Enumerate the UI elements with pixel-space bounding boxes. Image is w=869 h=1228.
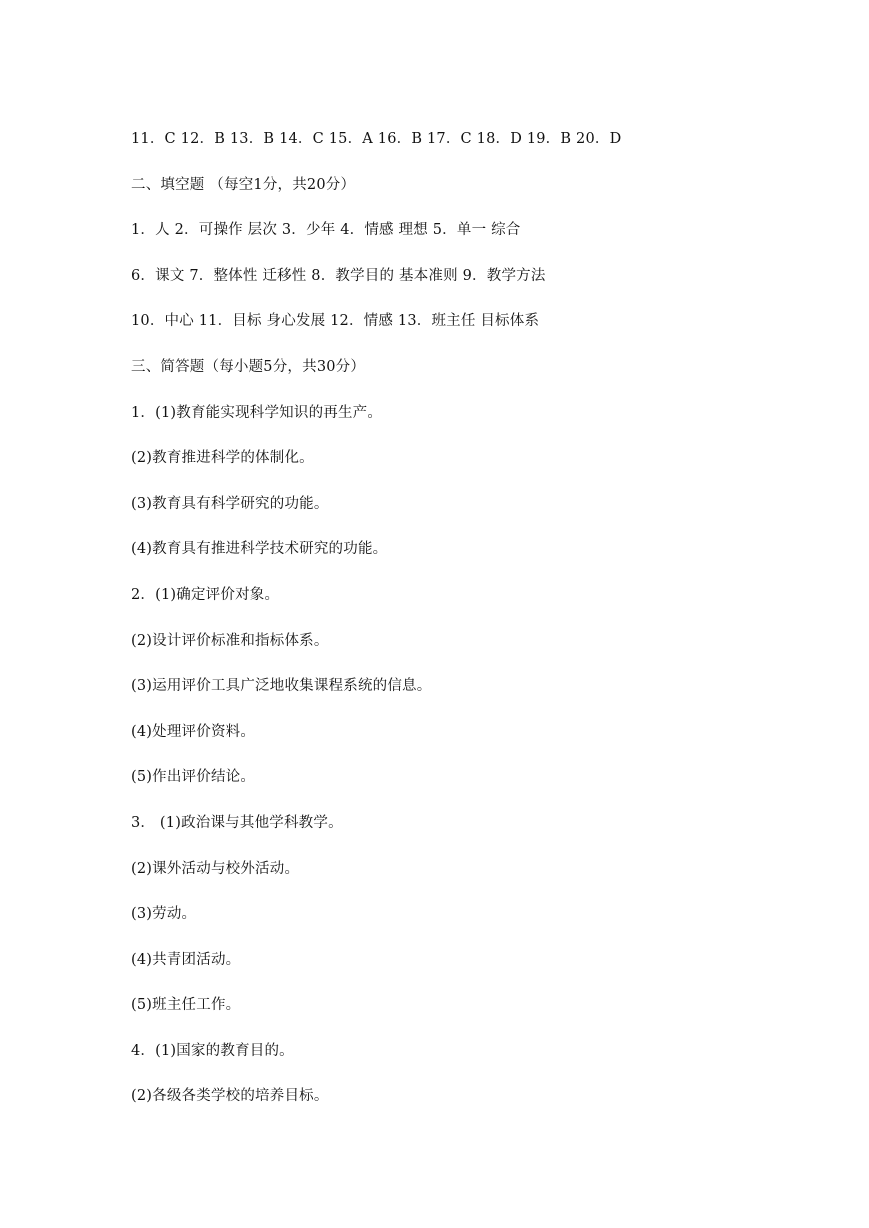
short-answer-3-point-1: 3． (1)政治课与其他学科教学。 xyxy=(131,814,343,831)
short-answer-3-point-3: (3)劳动。 xyxy=(131,906,197,923)
section-heading-short-answer: 三、简答题（每小题5分，共30分） xyxy=(131,358,366,375)
short-answer-1-point-4: (4)教育具有推进科学技术研究的功能。 xyxy=(131,541,388,558)
section-heading-fill-in: 二、填空题 （每空1分，共20分） xyxy=(131,176,356,193)
short-answer-1-point-1: 1．(1)教育能实现科学知识的再生产。 xyxy=(131,404,383,421)
short-answer-2-point-2: (2)设计评价标准和指标体系。 xyxy=(131,632,329,649)
fill-in-answers-6-9: 6．课文 7．整体性 迁移性 8．教学目的 基本准则 9．教学方法 xyxy=(131,267,546,284)
short-answer-3-point-2: (2)课外活动与校外活动。 xyxy=(131,860,300,877)
short-answer-1-point-3: (3)教育具有科学研究的功能。 xyxy=(131,495,329,512)
short-answer-4-point-2: (2)各级各类学校的培养目标。 xyxy=(131,1088,329,1105)
short-answer-2-point-4: (4)处理评价资料。 xyxy=(131,723,256,740)
short-answer-4-point-1: 4．(1)国家的教育目的。 xyxy=(131,1042,294,1059)
fill-in-answers-10-13: 10．中心 11．目标 身心发展 12．情感 13．班主任 目标体系 xyxy=(131,313,540,330)
short-answer-1-point-2: (2)教育推进科学的体制化。 xyxy=(131,450,314,467)
short-answer-2-point-5: (5)作出评价结论。 xyxy=(131,769,256,786)
short-answer-3-point-4: (4)共青团活动。 xyxy=(131,951,241,968)
short-answer-2-point-3: (3)运用评价工具广泛地收集课程系统的信息。 xyxy=(131,678,432,695)
fill-in-answers-1-5: 1．人 2．可操作 层次 3．少年 4．情感 理想 5．单一 综合 xyxy=(131,222,521,239)
answers-11-20: 11．C 12．B 13．B 14．C 15．A 16．B 17．C 18．D 19．B 20．D xyxy=(131,131,622,147)
answer-key-text xyxy=(131,127,831,1130)
short-answer-3-point-5: (5)班主任工作。 xyxy=(131,997,241,1014)
short-answer-2-point-1: 2．(1)确定评价对象。 xyxy=(131,586,280,603)
